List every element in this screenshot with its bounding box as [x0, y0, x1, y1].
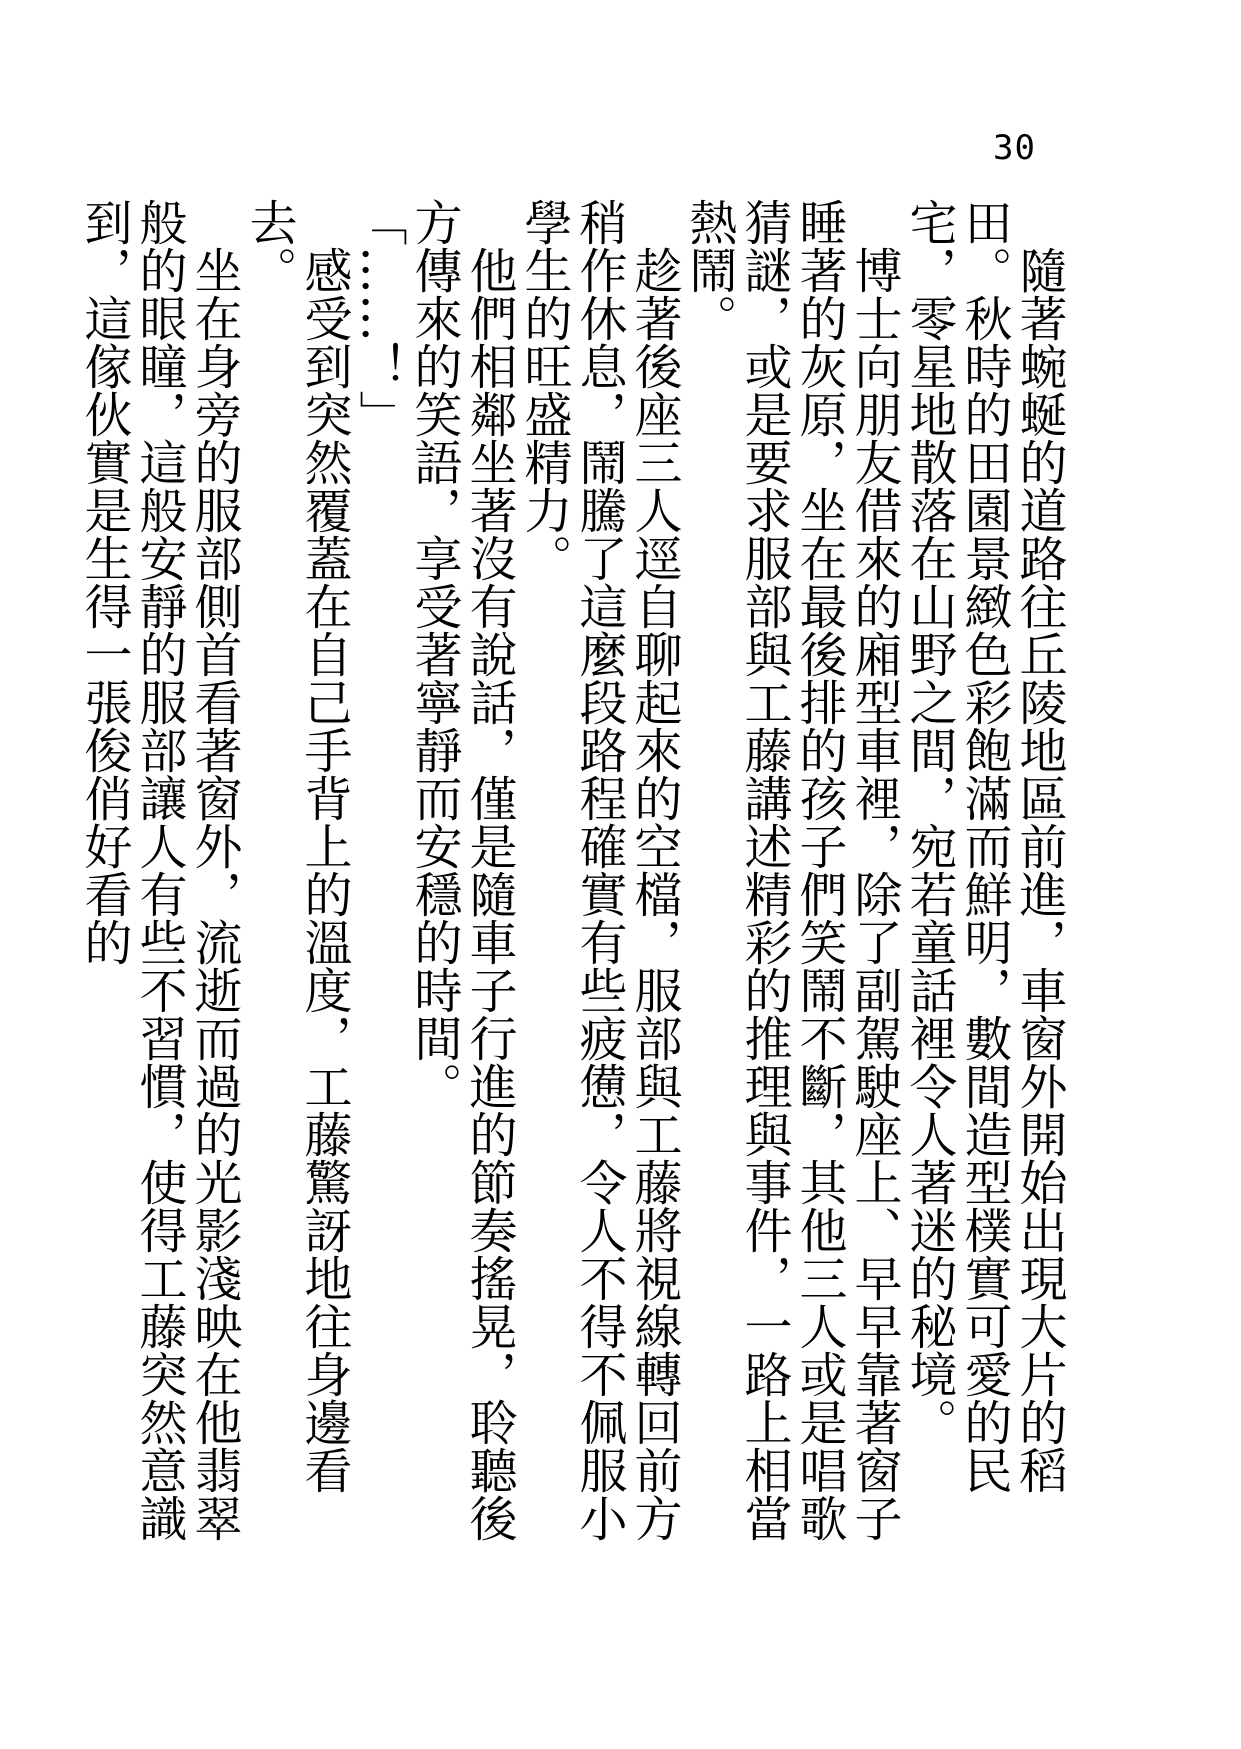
paragraph-3: 趁著後座三人逕自聊起來的空檔，服部與工藤將視線轉回前方稍作休息，鬧騰了這麼段路程確實有些疲憊，令人不得不佩服小學生的旺盛精力。 [516, 198, 682, 1542]
vertical-text-body [76, 198, 1067, 1588]
paragraph-4: 他們相鄰坐著沒有說話，僅是隨車子行進的節奏搖晃，聆聽後方傳來的笑語，享受著寧靜而安穩的時間。 [406, 198, 517, 1542]
paragraph-6: 感受到突然覆蓋在自己手背上的溫度，工藤驚訝地往身邊看去。 [241, 198, 352, 1494]
paragraph-2: 博士向朋友借來的廂型車裡，除了副駕駛座上、早早靠著窗子睡著的灰原，坐在最後排的孩子們笑鬧不斷，其他三人或是唱歌猜謎，或是要求服部與工藤講述精彩的推理與事件，一路上相當熱鬧。 [681, 198, 902, 1542]
page-number: 30 [993, 128, 1036, 168]
paragraph-7: 坐在身旁的服部側首看著窗外，流逝而過的光影淺映在他翡翠般的眼瞳，這般安靜的服部讓人有些不習慣，使得工藤突然意識到，這傢伙實是生得一張俊俏好看的 [76, 198, 242, 1542]
paragraph-1: 隨著蜿蜒的道路往丘陵地區前進，車窗外開始出現大片的稻田。秋時的田園景緻色彩飽滿而鮮明，數間造型樸實可愛的民宅，零星地散落在山野之間，宛若童話裡令人著迷的秘境。 [901, 198, 1067, 1494]
dialogue-line: 「……！」 [351, 198, 407, 438]
